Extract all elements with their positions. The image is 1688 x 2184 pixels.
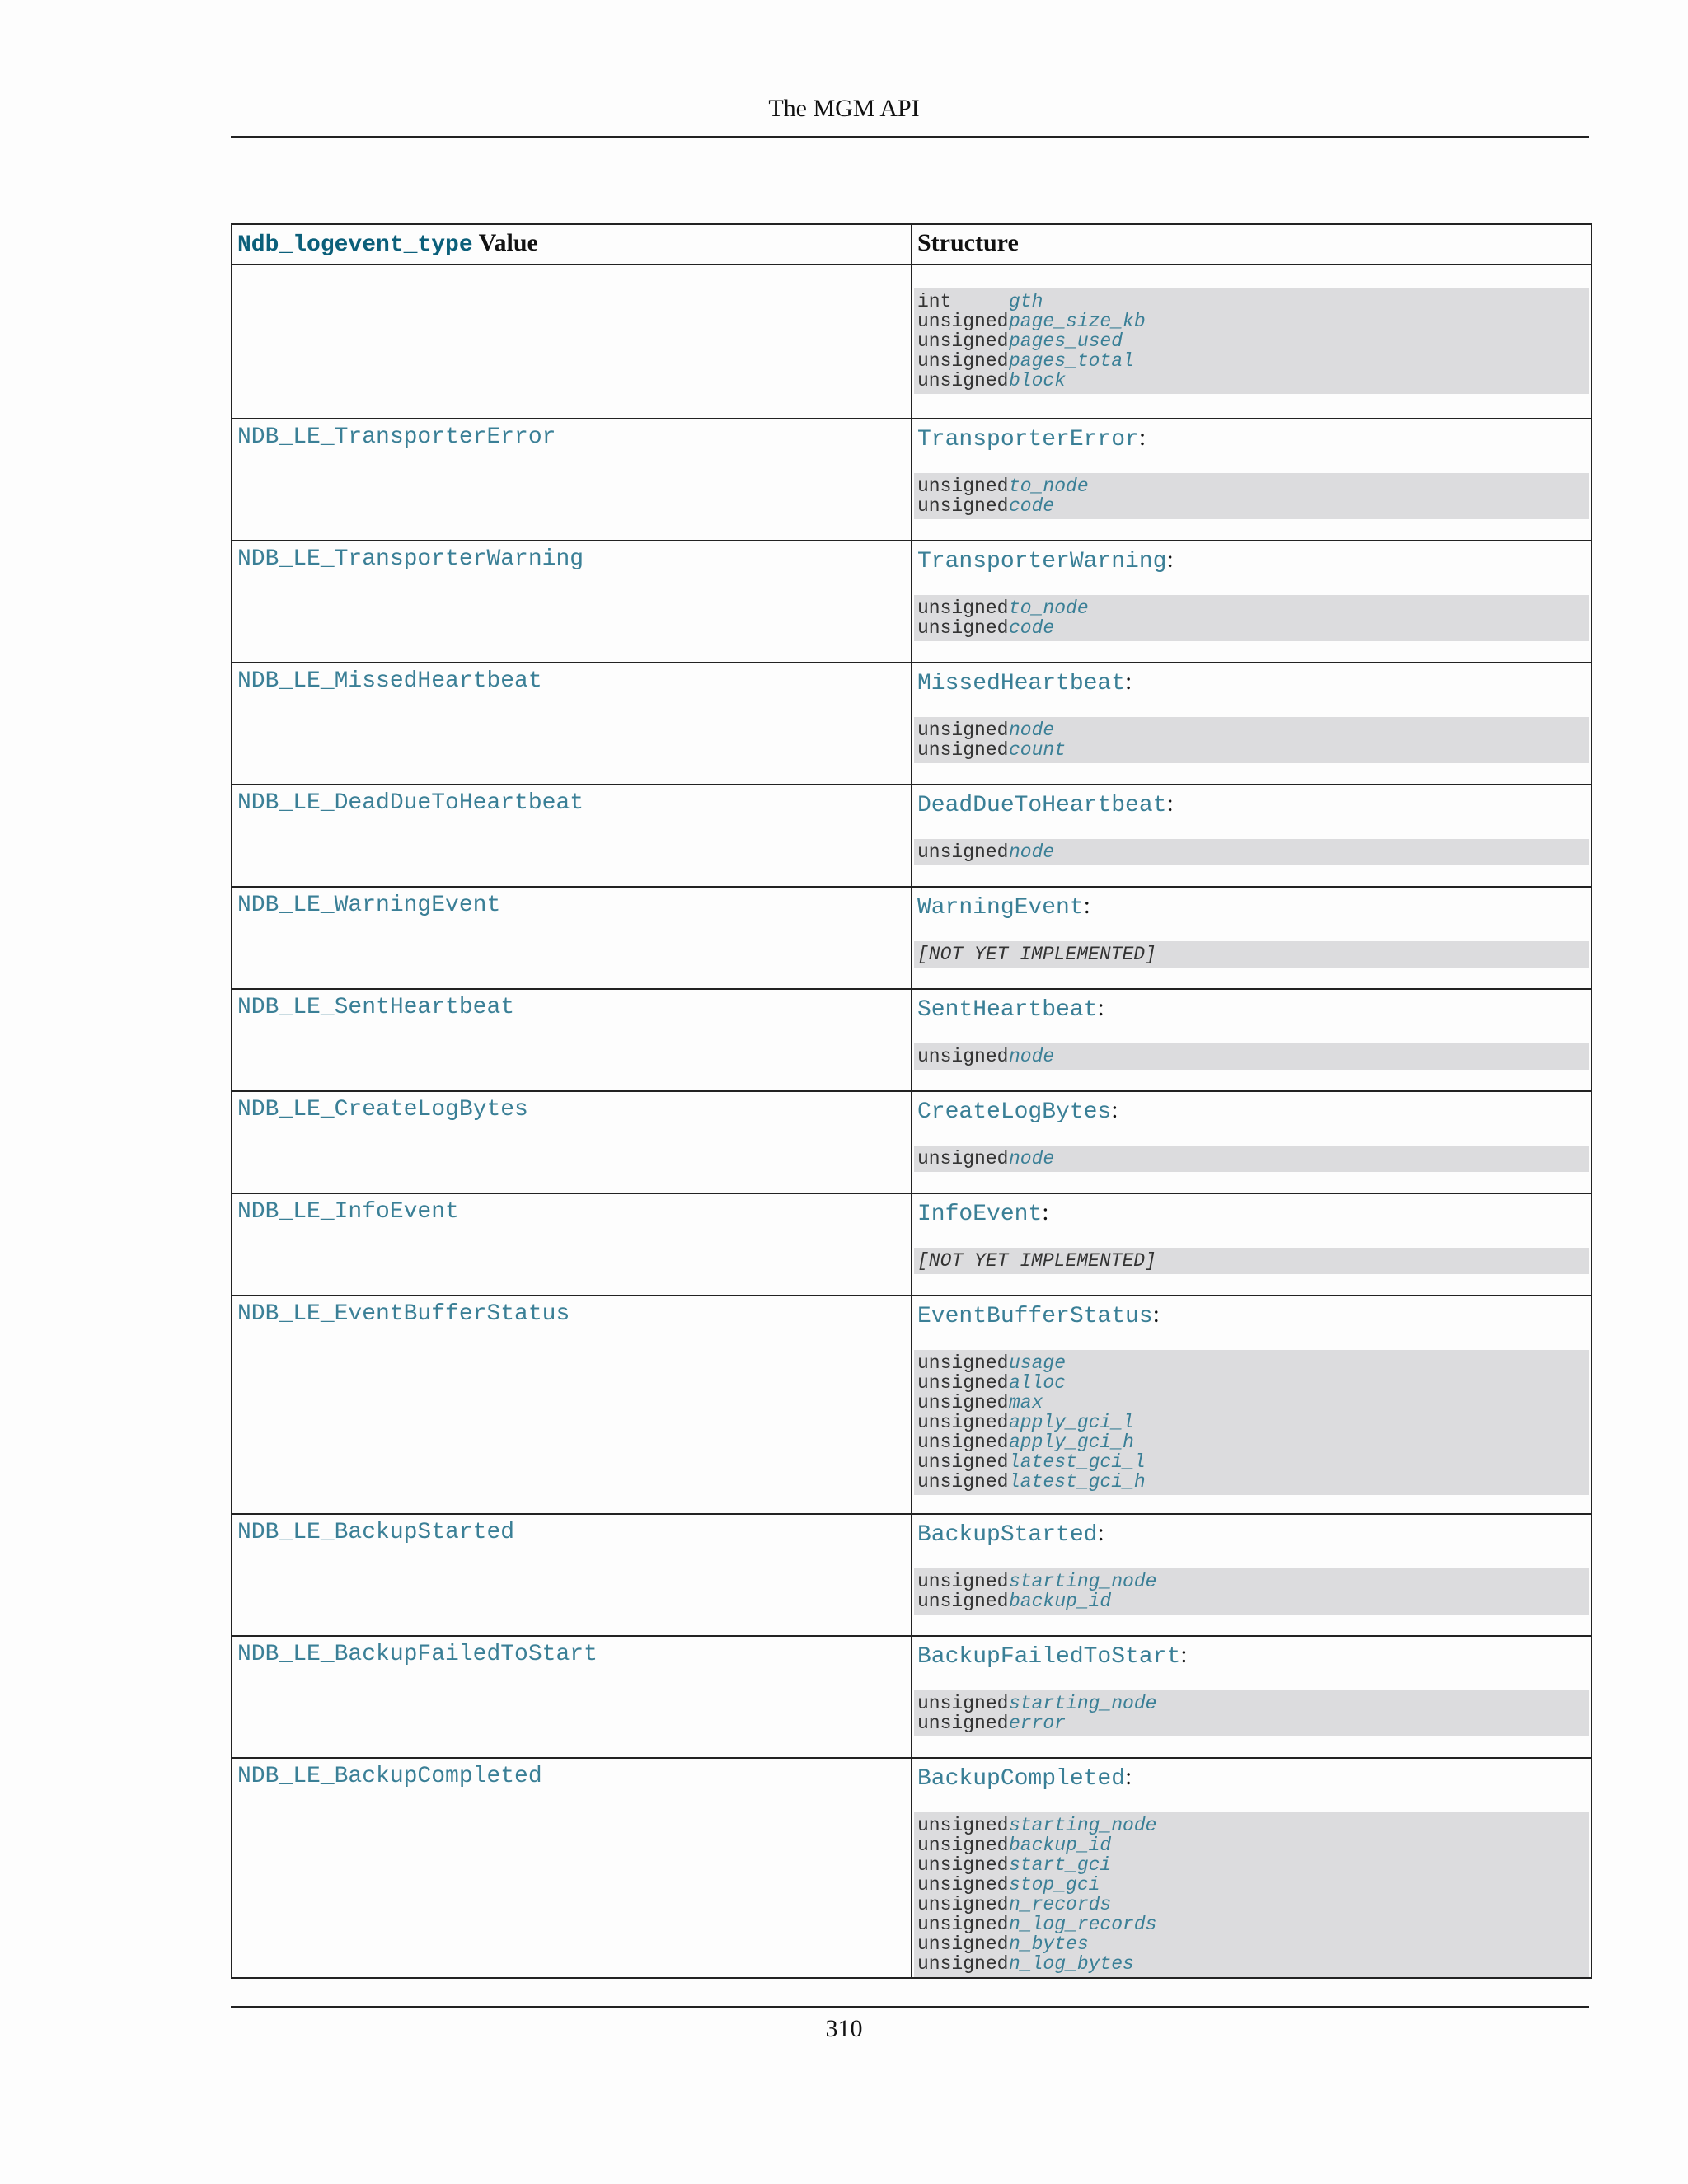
- structure-cell: [912, 1296, 1592, 1514]
- structure-field: [917, 1353, 1586, 1373]
- structure-field: [917, 1047, 1586, 1066]
- structure-field: [917, 476, 1586, 496]
- structure-identifier: BackupStarted: [917, 1522, 1098, 1548]
- structure-cell: [912, 265, 1592, 419]
- structure-colon: :: [1166, 790, 1174, 817]
- event-type-name: NDB_LE_MissedHeartbeat: [237, 668, 542, 694]
- field-type: unsigned: [917, 370, 1009, 391]
- structure-colon: :: [1042, 1198, 1049, 1226]
- structure-colon: :: [1152, 1301, 1160, 1328]
- structure-colon: :: [1097, 1519, 1104, 1546]
- structure-identifier: BackupCompleted: [917, 1766, 1126, 1792]
- field-name: starting_node: [1009, 1815, 1157, 1836]
- value-label: Value: [478, 229, 538, 256]
- field-name: max: [1009, 1392, 1043, 1413]
- structure-field: [917, 312, 1586, 331]
- event-type-cell: [232, 1514, 912, 1636]
- table-row: [232, 989, 1592, 1091]
- field-name: to_node: [1009, 598, 1089, 619]
- structure-name: [912, 1637, 1591, 1671]
- field-name: pages_used: [1009, 330, 1123, 352]
- field-type: unsigned: [917, 598, 1009, 619]
- field-name: n_bytes: [1009, 1933, 1089, 1955]
- event-type-cell: [232, 989, 912, 1091]
- table-row: [232, 1758, 1592, 1978]
- structure-identifier: DeadDueToHeartbeat: [917, 793, 1167, 818]
- structure-colon: :: [1138, 424, 1146, 451]
- field-name: starting_node: [1009, 1693, 1157, 1714]
- structure-field: [917, 1572, 1586, 1591]
- field-name: start_gci: [1009, 1854, 1112, 1876]
- field-name: node: [1009, 841, 1055, 863]
- structure-field: [917, 1452, 1586, 1472]
- structure-field: [917, 720, 1586, 740]
- event-type-cell: [232, 265, 912, 419]
- structure-cell: [912, 1193, 1592, 1296]
- structure-code-block: [914, 839, 1589, 865]
- field-type: unsigned: [917, 350, 1009, 372]
- field-type: unsigned: [917, 1392, 1009, 1413]
- structure-cell: [912, 887, 1592, 989]
- field-type: unsigned: [917, 476, 1009, 497]
- not-implemented-note: [NOT YET IMPLEMENTED]: [917, 944, 1156, 965]
- structure-code-block: [914, 288, 1589, 394]
- field-name: apply_gci_h: [1009, 1432, 1134, 1453]
- structure-field: [917, 331, 1586, 351]
- event-type-name: NDB_LE_DeadDueToHeartbeat: [237, 790, 584, 816]
- event-type-name: NDB_LE_SentHeartbeat: [237, 995, 515, 1020]
- field-type: unsigned: [917, 1953, 1009, 1975]
- event-type-cell: [232, 1296, 912, 1514]
- event-type-name: NDB_LE_BackupFailedToStart: [237, 1642, 598, 1667]
- structure-name: [912, 1515, 1591, 1549]
- structure-name: [912, 541, 1591, 575]
- structure-identifier: BackupFailedToStart: [917, 1644, 1181, 1670]
- structure-name: [912, 663, 1591, 697]
- field-type: unsigned: [917, 1591, 1009, 1612]
- structure-field: [917, 496, 1586, 516]
- structure-field: [917, 1591, 1586, 1611]
- event-type-name: NDB_LE_WarningEvent: [237, 893, 501, 918]
- structure-field: [917, 1915, 1586, 1934]
- structure-identifier: TransporterError: [917, 427, 1139, 452]
- structure-code-block: [914, 1812, 1589, 1977]
- field-type: unsigned: [917, 1815, 1009, 1836]
- table-row: [232, 1193, 1592, 1296]
- structure-cell: [912, 663, 1592, 785]
- structure-identifier: SentHeartbeat: [917, 997, 1098, 1023]
- field-type: unsigned: [917, 1713, 1009, 1734]
- event-type-name: NDB_LE_BackupStarted: [237, 1520, 515, 1545]
- event-type-name: NDB_LE_InfoEvent: [237, 1199, 459, 1225]
- field-name: alloc: [1009, 1372, 1067, 1394]
- field-name: node: [1009, 719, 1055, 741]
- field-name: count: [1009, 739, 1067, 761]
- field-name: node: [1009, 1046, 1055, 1067]
- structure-cell: [912, 785, 1592, 887]
- table-row: [232, 419, 1592, 541]
- structure-name: [912, 1194, 1591, 1228]
- structure-identifier: MissedHeartbeat: [917, 671, 1126, 696]
- structure-name: [912, 990, 1591, 1024]
- structure-cell: [912, 1636, 1592, 1758]
- value-column-header: [232, 224, 912, 265]
- field-type: unsigned: [917, 311, 1009, 332]
- event-type-name: NDB_LE_TransporterWarning: [237, 546, 584, 572]
- field-name: gth: [1009, 291, 1043, 312]
- structure-code-block: [914, 717, 1589, 763]
- field-type: unsigned: [917, 1854, 1009, 1876]
- structure-cell: [912, 1758, 1592, 1978]
- structure-identifier: CreateLogBytes: [917, 1099, 1112, 1125]
- table-body: [232, 265, 1592, 1978]
- field-type: unsigned: [917, 1372, 1009, 1394]
- structure-field: [917, 1816, 1586, 1835]
- field-name: node: [1009, 1148, 1055, 1169]
- field-name: n_records: [1009, 1894, 1112, 1915]
- table-row: [232, 785, 1592, 887]
- field-type: unsigned: [917, 1148, 1009, 1169]
- structure-identifier: InfoEvent: [917, 1202, 1043, 1227]
- table-row: [232, 1091, 1592, 1193]
- field-type: unsigned: [917, 1894, 1009, 1915]
- structure-identifier: TransporterWarning: [917, 549, 1167, 574]
- structure-cell: [912, 989, 1592, 1091]
- field-type: unsigned: [917, 1451, 1009, 1473]
- structure-name: [912, 419, 1591, 453]
- structure-name: [912, 888, 1591, 921]
- structure-name: [912, 785, 1591, 819]
- field-type: unsigned: [917, 1046, 1009, 1067]
- structure-field: [917, 740, 1586, 760]
- header-rule: [231, 136, 1589, 138]
- structure-column-header: [912, 224, 1592, 265]
- field-type: unsigned: [917, 719, 1009, 741]
- structure-code-block: [914, 1248, 1589, 1274]
- structure-colon: :: [1166, 546, 1174, 573]
- structure-cell: [912, 1514, 1592, 1636]
- type-code-label: Ndb_logevent_type: [237, 232, 473, 258]
- event-type-name: NDB_LE_TransporterError: [237, 424, 556, 450]
- footer-rule: [231, 2006, 1589, 2008]
- page-number: 310: [825, 2015, 863, 2042]
- structure-colon: :: [1083, 892, 1090, 919]
- field-name: starting_node: [1009, 1571, 1157, 1592]
- structure-code-block: [914, 1146, 1589, 1172]
- event-type-cell: [232, 541, 912, 663]
- table-row: [232, 1636, 1592, 1758]
- event-type-name: NDB_LE_BackupCompleted: [237, 1764, 542, 1789]
- field-name: code: [1009, 617, 1055, 639]
- structure-field: [917, 292, 1586, 312]
- structure-colon: :: [1097, 994, 1104, 1021]
- structure-field: [917, 351, 1586, 371]
- structure-colon: :: [1180, 1641, 1188, 1668]
- structure-identifier: WarningEvent: [917, 895, 1084, 921]
- structure-field: [917, 1694, 1586, 1713]
- structure-code-block: [914, 595, 1589, 641]
- field-name: page_size_kb: [1009, 311, 1146, 332]
- field-type: unsigned: [917, 1693, 1009, 1714]
- structure-code-block: [914, 1350, 1589, 1495]
- field-name: n_log_bytes: [1009, 1953, 1134, 1975]
- logevent-table: [231, 223, 1592, 1979]
- structure-cell: [912, 1091, 1592, 1193]
- event-type-cell: [232, 419, 912, 541]
- field-name: latest_gci_h: [1009, 1471, 1146, 1493]
- field-type: unsigned: [917, 1471, 1009, 1493]
- structure-field: [917, 1934, 1586, 1954]
- structure-field: [917, 1472, 1586, 1492]
- structure-field: [917, 618, 1586, 638]
- structure-field: [917, 1713, 1586, 1733]
- event-type-cell: [232, 785, 912, 887]
- field-type: unsigned: [917, 841, 1009, 863]
- field-type: unsigned: [917, 1933, 1009, 1955]
- structure-field: [917, 1149, 1586, 1169]
- field-type: unsigned: [917, 1571, 1009, 1592]
- structure-colon: :: [1111, 1096, 1118, 1123]
- field-name: pages_total: [1009, 350, 1134, 372]
- field-name: code: [1009, 495, 1055, 517]
- table-header-row: [232, 224, 1592, 265]
- field-type: unsigned: [917, 1835, 1009, 1856]
- field-type: unsigned: [917, 1874, 1009, 1896]
- event-type-cell: [232, 1636, 912, 1758]
- field-name: latest_gci_l: [1009, 1451, 1146, 1473]
- field-name: error: [1009, 1713, 1067, 1734]
- structure-field: [917, 371, 1586, 391]
- event-type-cell: [232, 663, 912, 785]
- structure-code-block: [914, 1568, 1589, 1615]
- structure-code-block: [914, 473, 1589, 519]
- structure-field: [917, 1373, 1586, 1393]
- field-name: apply_gci_l: [1009, 1412, 1134, 1433]
- structure-code-block: [914, 1043, 1589, 1070]
- structure-field: [917, 1432, 1586, 1452]
- table-row: [232, 541, 1592, 663]
- structure-field: [917, 1413, 1586, 1432]
- event-type-name: [232, 265, 911, 270]
- structure-cell: [912, 419, 1592, 541]
- table-row: [232, 1296, 1592, 1514]
- field-name: stop_gci: [1009, 1874, 1100, 1896]
- structure-code-block: [914, 941, 1589, 968]
- field-name: block: [1009, 370, 1067, 391]
- structure-field: [917, 1855, 1586, 1875]
- field-name: to_node: [1009, 476, 1089, 497]
- structure-field: [917, 842, 1586, 862]
- event-type-cell: [232, 1193, 912, 1296]
- structure-field: [917, 1393, 1586, 1413]
- structure-identifier: EventBufferStatus: [917, 1304, 1153, 1329]
- field-name: usage: [1009, 1352, 1067, 1374]
- page-header-title: The MGM API: [768, 95, 920, 122]
- structure-field: [917, 1835, 1586, 1855]
- field-type: unsigned: [917, 617, 1009, 639]
- field-type: unsigned: [917, 330, 1009, 352]
- field-type: unsigned: [917, 1432, 1009, 1453]
- structure-name: [912, 1092, 1591, 1126]
- field-type: unsigned: [917, 739, 1009, 761]
- structure-field: [917, 1875, 1586, 1895]
- structure-cell: [912, 541, 1592, 663]
- field-name: n_log_records: [1009, 1914, 1157, 1935]
- structure-code-block: [914, 1690, 1589, 1736]
- field-type: int: [917, 291, 952, 312]
- structure-field: [917, 598, 1586, 618]
- structure-field: [917, 1895, 1586, 1915]
- table-row: [232, 663, 1592, 785]
- field-type: unsigned: [917, 1352, 1009, 1374]
- event-type-name: NDB_LE_EventBufferStatus: [237, 1301, 570, 1327]
- structure-label: Structure: [917, 229, 1019, 256]
- structure-name: [912, 1296, 1591, 1330]
- not-implemented-note: [NOT YET IMPLEMENTED]: [917, 1250, 1156, 1272]
- field-type: unsigned: [917, 495, 1009, 517]
- structure-colon: :: [1125, 1763, 1132, 1790]
- table-row: [232, 1514, 1592, 1636]
- structure-field: [917, 1954, 1586, 1974]
- event-type-cell: [232, 887, 912, 989]
- field-type: unsigned: [917, 1412, 1009, 1433]
- event-type-name: NDB_LE_CreateLogBytes: [237, 1097, 528, 1122]
- table-row: [232, 265, 1592, 419]
- event-type-cell: [232, 1091, 912, 1193]
- structure-name: [912, 1759, 1591, 1793]
- field-name: backup_id: [1009, 1835, 1112, 1856]
- event-type-cell: [232, 1758, 912, 1978]
- field-name: backup_id: [1009, 1591, 1112, 1612]
- table-row: [232, 887, 1592, 989]
- structure-colon: :: [1125, 668, 1132, 695]
- field-type: unsigned: [917, 1914, 1009, 1935]
